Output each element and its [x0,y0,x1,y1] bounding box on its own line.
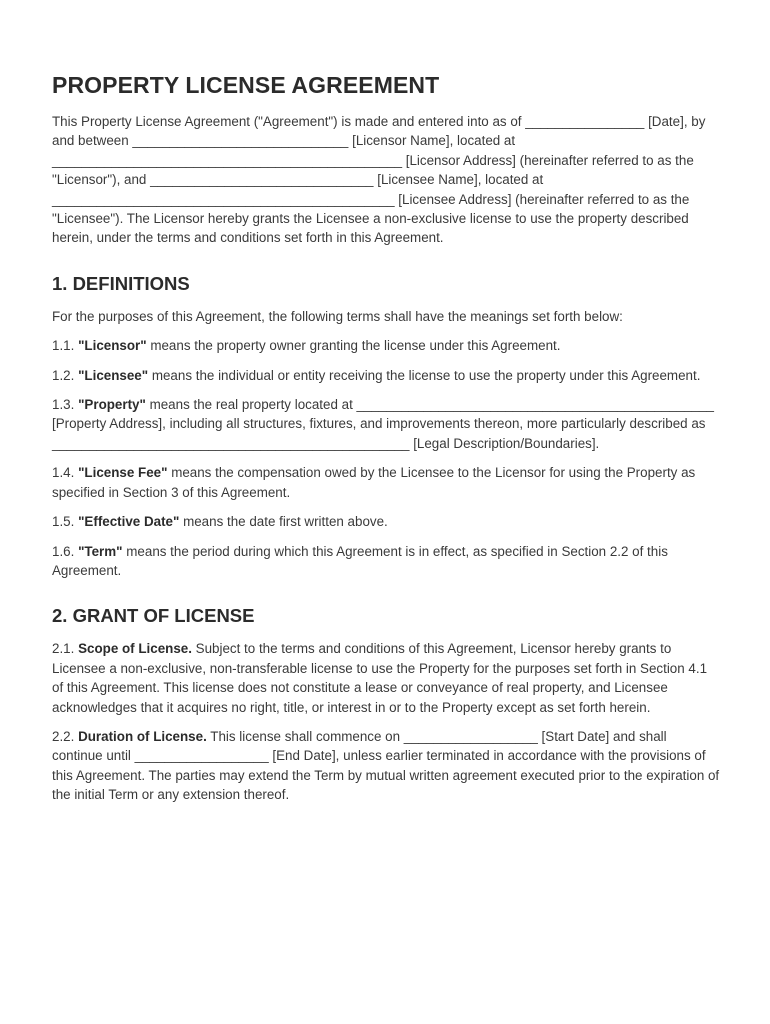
defined-term: "Property" [78,397,146,413]
defined-term: "Effective Date" [78,514,180,530]
intro-paragraph: This Property License Agreement ("Agreement") is made and entered into as of ________________ [Date], by and between _____________________________ [Licensor Name], located at _______________________________________________ [Licensor Address] (hereinafter referred to as the "Licensor"), and ______________________________ [Licensee Name], located at ______________________________________________ [Licensee Address] (hereinafter referred to as the "Licensee"). The Licensor hereby grants the Licensee a non-exclusive license to use the property described herein, under the terms and conditions set forth in this Agreement. [52,114,706,246]
grant-item [52,727,720,805]
definition-item [52,512,720,531]
clause-text: means the period during which this Agreement is in effect, as specified in Section 2.2 of this Agreement. [52,543,668,578]
definition-item [52,395,720,453]
defined-term: "Licensor" [78,338,147,354]
clause-heading: Duration of License. [78,728,207,744]
clause-heading: Scope of License. [78,641,192,657]
clause-text: This license shall commence on __________________ [Start Date] and shall continue until __________________ [End Date], unless earlier terminated in accordance with the provisions of this Agreement. The parties may extend the Term by mutual written agreement executed prior to the expiration of the initial Term or any extension thereof. [52,728,720,803]
definition-item [52,463,720,502]
clause-text: Subject to the terms and conditions of this Agreement, Licensor hereby grants to Licensee a non-exclusive, non-transferable license to use the Property for the purposes set forth in Section 4.1 of this Agreement. This license does not constitute a lease or conveyance of real property, and Licensee acknowledges that it acquires no right, title, or interest in or to the Property except as set forth herein. [52,641,708,715]
section-heading-definitions: 1. DEFINITIONS [52,272,190,294]
definition-item [52,542,720,581]
definitions-lead: For the purposes of this Agreement, the following terms shall have the meanings set forth below: [52,308,623,324]
clause-text: means the compensation owed by the Licensee to the Licensor for using the Property as specified in Section 3 of this Agreement. [52,465,696,500]
clause-number: 1.2. [52,367,75,383]
clause-number: 2.2. [52,728,75,744]
clause-text: means the real property located at ________________________________________________ [Property Address], including all structures, fixtures, and improvements thereon, more particularly described as ________________________________________________ [Legal Description/Boundaries]. [52,397,714,451]
clause-number: 1.5. [52,514,75,530]
clause-number: 2.1. [52,641,75,657]
clause-text: means the property owner granting the license under this Agreement. [150,338,561,354]
clause-number: 1.4. [52,465,75,481]
section-heading-grant-of-license: 2. GRANT OF LICENSE [52,605,255,627]
grant-item [52,639,720,717]
defined-term: "Licensee" [78,367,149,383]
definition-item [52,336,720,355]
document-title: PROPERTY LICENSE AGREEMENT [52,72,440,98]
document-page [52,70,720,805]
clause-number: 1.3. [52,397,75,413]
clause-text: means the individual or entity receiving the license to use the property under this Agreement. [151,367,701,383]
clause-number: 1.6. [52,543,75,559]
clause-number: 1.1. [52,338,75,354]
definition-item [52,366,720,385]
defined-term: "License Fee" [78,465,168,481]
clause-text: means the date first written above. [183,514,388,530]
defined-term: "Term" [78,543,123,559]
